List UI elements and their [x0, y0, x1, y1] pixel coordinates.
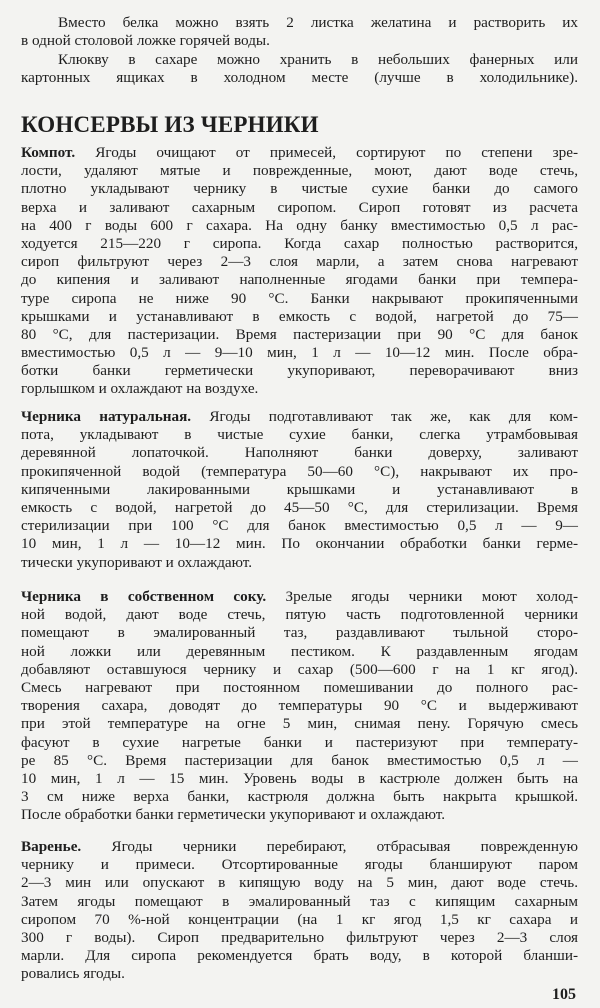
- recipe-title: Компот.: [21, 144, 76, 161]
- page-number: 105: [552, 986, 576, 1003]
- text-line: горлышком и охлаждают на воздухе.: [21, 380, 259, 398]
- text-line: кипяченными лакированными крышками и устанавливают в: [21, 480, 578, 498]
- recipe-title: Черника натуральная.: [21, 408, 192, 425]
- recipe-blueberry-own-juice: [21, 588, 578, 824]
- recipe-title: Черника в собственном соку.: [21, 588, 267, 605]
- text-line: После обработки банки герметически укупоривают и охлаждают.: [21, 806, 446, 824]
- text-line: туре сиропа не ниже 90 °С. Банки накрывают прокипяченными: [21, 289, 578, 307]
- intro-paragraph-storage: [21, 51, 578, 87]
- text-line: крышками и устанавливают в емкость с водой, нагретой до 75—: [21, 307, 578, 325]
- text-line: Клюкву в сахаре можно хранить в небольших фанерных или: [58, 51, 578, 68]
- text-line: плотно укладывают чернику в чистые сухие банки до самого: [21, 180, 578, 198]
- text-line: ной водой, дают воде стечь, пятую часть подготовленной черники: [21, 606, 578, 624]
- text-line: емкость с водой, нагретой до 45—50 °С, для стерилизации. Время: [21, 498, 578, 516]
- text-line: 10 мин, 1 л — 10—12 мин. По окончании обработки банки герме-: [21, 535, 578, 553]
- recipe-text: Зрелые ягоды черники моют холод-: [266, 588, 578, 605]
- recipe-jam: [21, 838, 578, 984]
- text-line: прокипяченной водой (температура 50—60 °С), накрывают их про-: [21, 462, 578, 480]
- text-line: Смесь нагревают при постоянном помешивании до полного рас-: [21, 678, 578, 696]
- recipe-text: Ягоды очищают от примесей, сортируют по степени зре-: [75, 144, 578, 161]
- text-line: Затем ягоды помещают в эмалированный таз с кипящим сахарным: [21, 892, 578, 910]
- text-line: сироп фильтруют через 2—3 слоя марли, а затем снова нагревают: [21, 253, 578, 271]
- text-line: марли. Для сиропа рекомендуется брать воду, в которой бланши-: [21, 947, 578, 965]
- text-line: добавляют оставшуюся чернику и сахар (500—600 г на 1 кг ягод).: [21, 660, 578, 678]
- text-line: ровались ягоды.: [21, 965, 125, 983]
- text-line: 80 °С, для пастеризации. Время пастеризации при 90 °С для банок: [21, 325, 578, 343]
- text-line: [21, 838, 578, 856]
- text-line: [21, 588, 578, 606]
- text-line: помещают в эмалированный таз, раздавливают тыльной сторо-: [21, 624, 578, 642]
- text-line: до кипения и заливают наполненные ягодами банки при темпера-: [21, 271, 578, 289]
- text-line: стерилизации при 100 °С для банок вместимостью 0,5 л — 9—: [21, 517, 578, 535]
- text-line: фасуют в сухие нагретые банки и пастеризуют при температу-: [21, 733, 578, 751]
- text-line: 300 г воды). Сироп предварительно фильтруют через 2—3 слоя: [21, 928, 578, 946]
- text-line: Вместо белка можно взять 2 листка желатина и растворить их: [58, 14, 578, 31]
- text-line: верха и заливают сахарным сиропом. Сироп готовят из расчета: [21, 198, 578, 216]
- recipe-title: Варенье.: [21, 838, 82, 855]
- section-heading: КОНСЕРВЫ ИЗ ЧЕРНИКИ: [21, 112, 319, 137]
- text-line: сиропом 70 %-ной концентрации (на 1 кг ягод 1,5 кг сахара и: [21, 910, 578, 928]
- text-line: 2—3 мин или опускают в кипящую воду на 5 мин, дают воде стечь.: [21, 874, 578, 892]
- text-line: ре 85 °С. Время пастеризации для банок вместимостью 0,5 л —: [21, 751, 578, 769]
- text-line: вместимостью 0,5 л — 9—10 мин, 1 л — 10—12 мин. После обра-: [21, 344, 578, 362]
- text-line: в одной столовой ложке горячей воды.: [21, 32, 270, 50]
- recipe-text: Ягоды черники перебирают, отбрасывая поврежденную: [81, 838, 578, 855]
- text-line: ботки банки герметически укупоривают, переворачивают вниз: [21, 362, 578, 380]
- text-line: ходуется 215—220 г сиропа. Когда сахар полностью растворится,: [21, 234, 578, 252]
- recipe-text: Ягоды подготавливают так же, как для ком-: [191, 408, 578, 425]
- recipe-compote: [21, 144, 578, 399]
- text-line: [21, 408, 578, 426]
- text-line: 3 см ниже верха банки, кастрюля должна быть накрыта крышкой.: [21, 788, 578, 806]
- text-line: [21, 144, 578, 162]
- text-line: 10 мин, 1 л — 15 мин. Уровень воды в кастрюле должен быть на: [21, 769, 578, 787]
- text-line: тически укупоривают и охлаждают.: [21, 553, 253, 571]
- text-line: при этой температуре на огне 5 мин, снимая пену. Горячую смесь: [21, 715, 578, 733]
- text-line: ной ложки или деревянным пестиком. К раздавленным ягодам: [21, 642, 578, 660]
- text-line: лости, удаляют мятые и поврежденные, моют, дают воде стечь,: [21, 162, 578, 180]
- recipe-natural-blueberry: [21, 408, 578, 572]
- text-line: творения сахара, доводят до температуры 90 °С и выдерживают: [21, 697, 578, 715]
- text-line: картонных ящиках в холодном месте (лучше в холодильнике).: [21, 69, 578, 87]
- text-line: деревянной лопаточкой. Наполняют банки доверху, заливают: [21, 444, 578, 462]
- text-line: на 400 г воды 600 г сахара. На одну банку вместимостью 0,5 л рас-: [21, 216, 578, 234]
- text-line: пота, укладывают в чистые сухие банки, слегка утрамбовывая: [21, 426, 578, 444]
- intro-paragraph-gelatin: [21, 14, 578, 50]
- text-line: чернику и примеси. Отсортированные ягоды бланшируют паром: [21, 856, 578, 874]
